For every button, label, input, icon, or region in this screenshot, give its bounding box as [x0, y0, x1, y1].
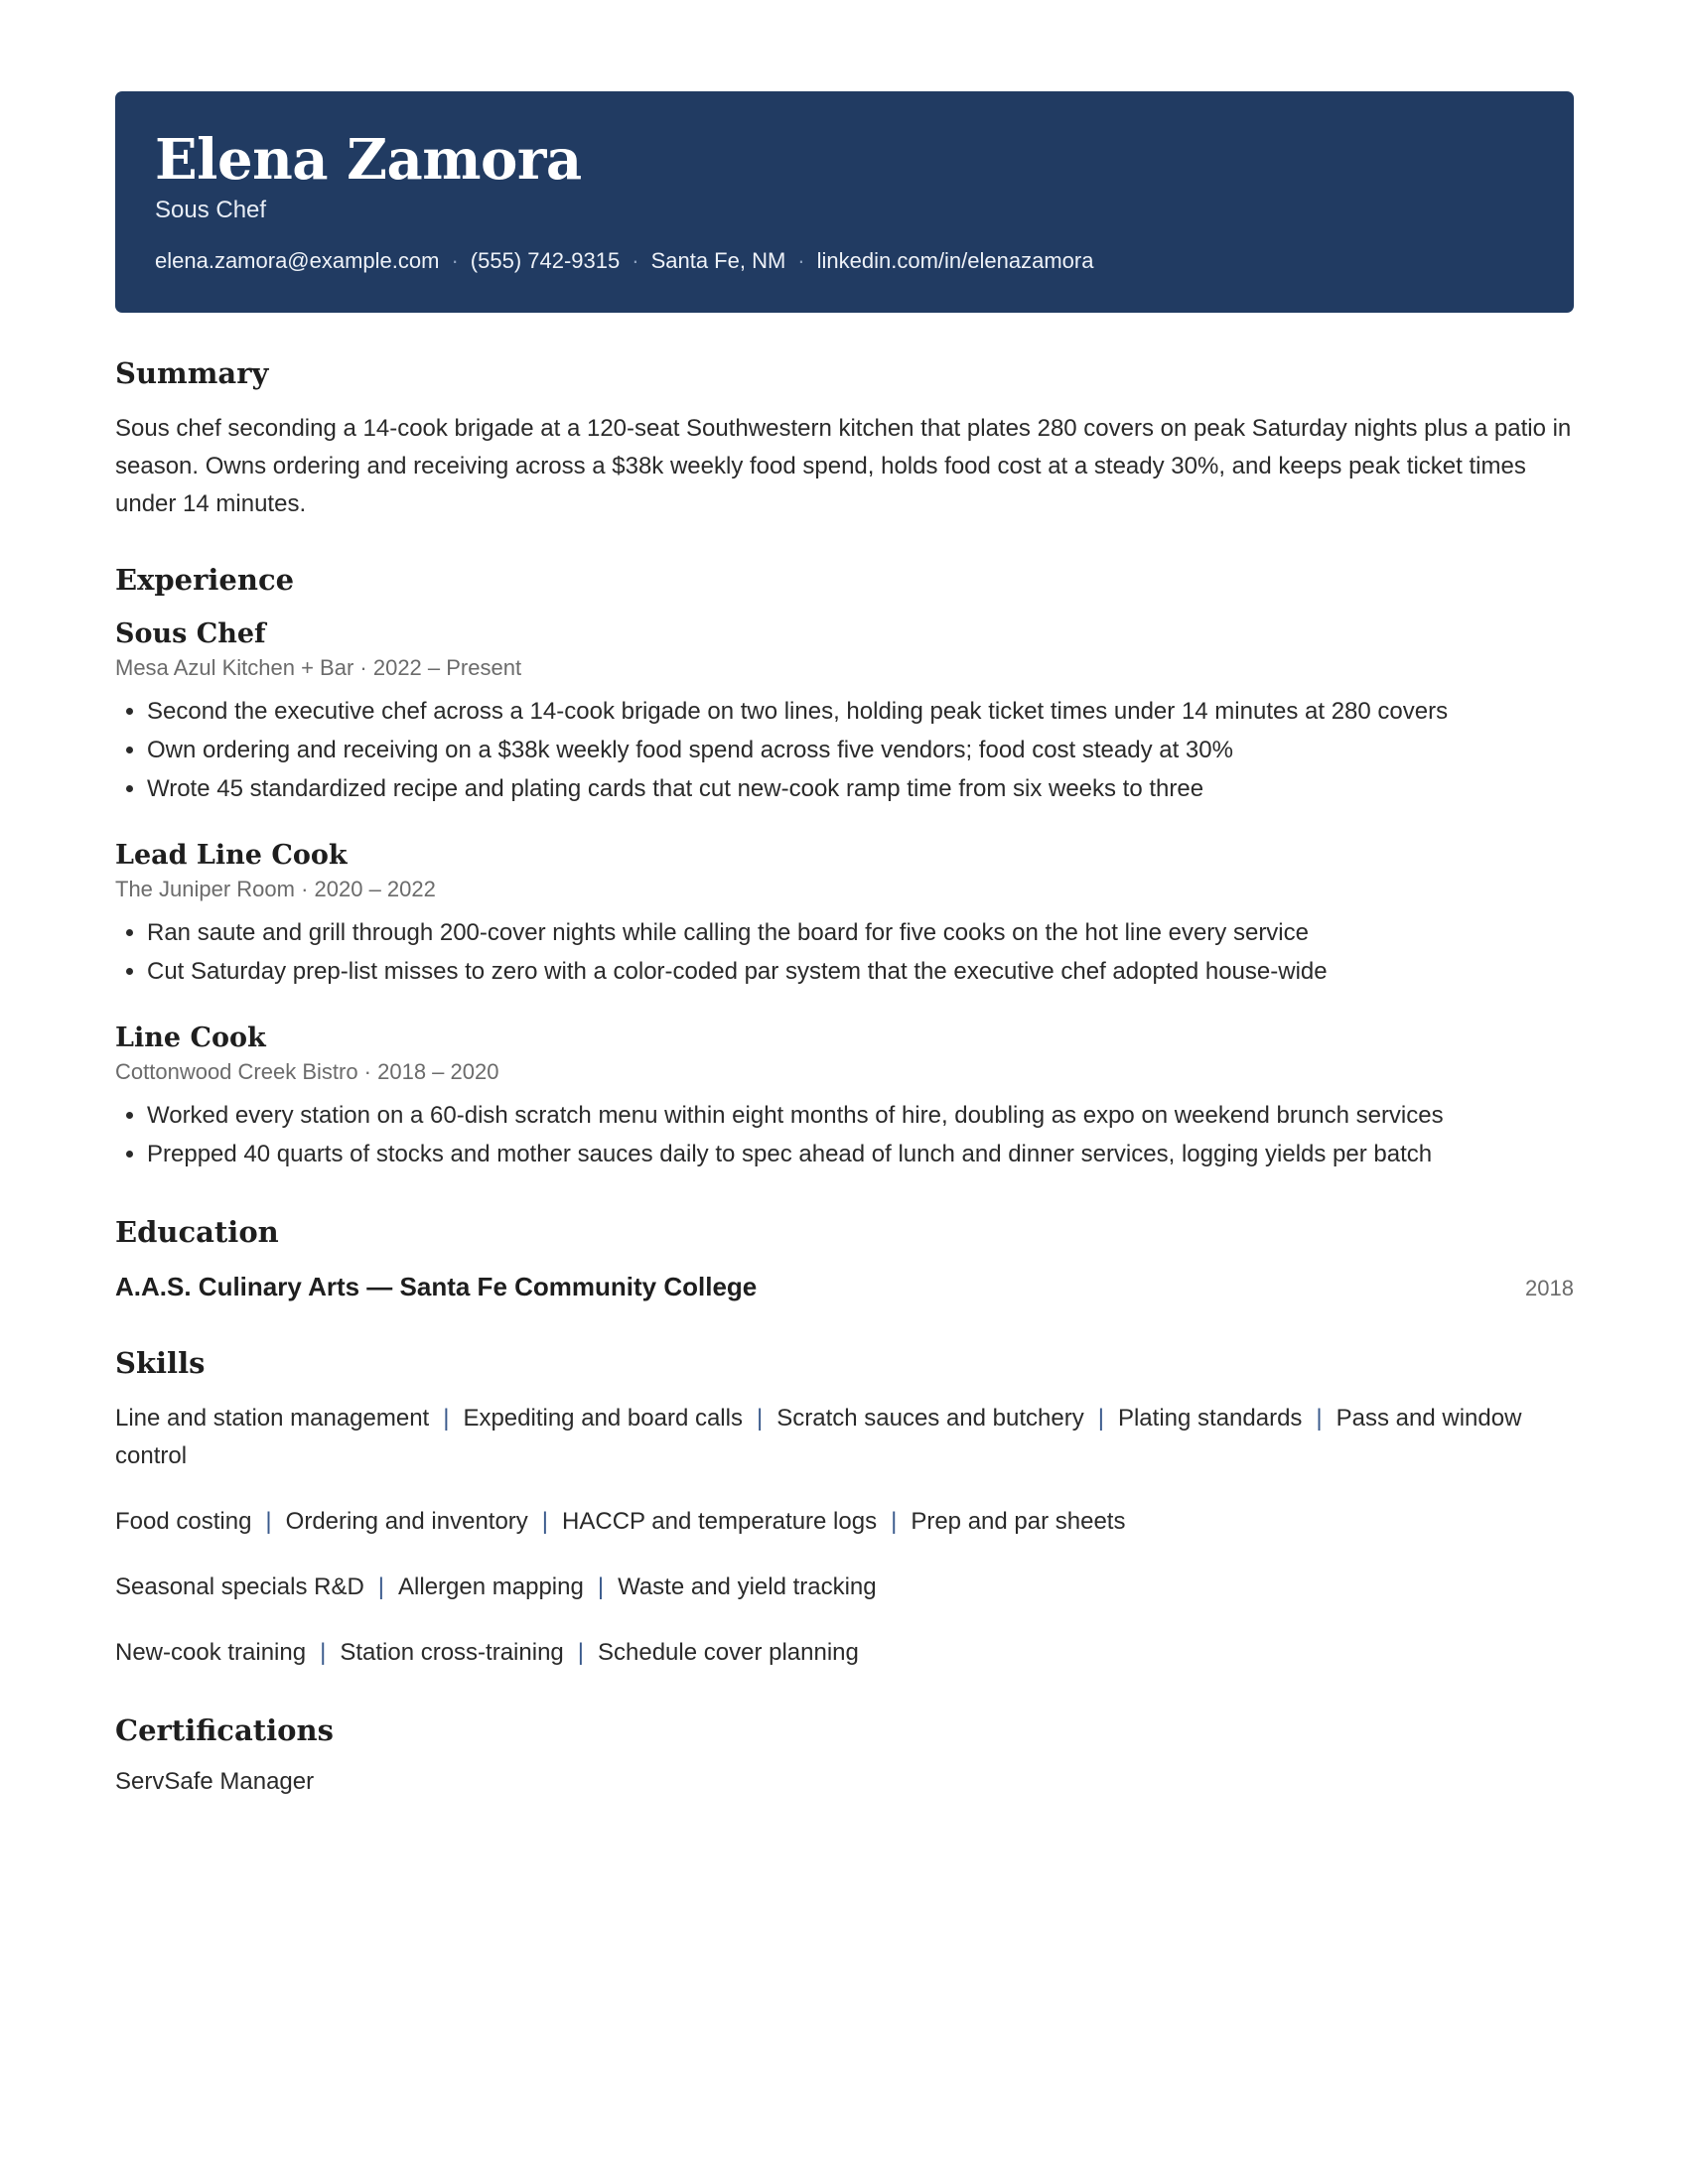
summary-section: [115, 354, 1574, 523]
education-section: [115, 1213, 1574, 1304]
skill-separator: |: [320, 1639, 327, 1666]
skill-item: Allergen mapping: [398, 1573, 584, 1600]
job-bullets: [115, 1096, 1574, 1173]
skill-separator: |: [443, 1405, 450, 1432]
skill-item: Scratch sauces and butchery: [776, 1405, 1084, 1432]
certification-item: ServSafe Manager: [115, 1768, 315, 1795]
skill-item: Line and station management: [115, 1405, 430, 1432]
candidate-name: Elena Zamora: [155, 127, 582, 193]
candidate-role: Sous Chef: [155, 197, 267, 223]
certifications-heading: Certifications: [115, 1713, 334, 1747]
job-meta: Mesa Azul Kitchen + Bar · 2022 – Present: [115, 655, 522, 680]
skill-separator: |: [577, 1639, 584, 1666]
skill-item: Pass and window control: [115, 1405, 1522, 1469]
resume-header: [115, 91, 1574, 313]
summary-heading: Summary: [115, 356, 269, 390]
skill-group: [115, 1634, 1574, 1672]
education-degree: A.A.S. Culinary Arts — Santa Fe Community College: [115, 1272, 758, 1301]
skill-group: [115, 1503, 1574, 1541]
job-bullet: • Cut Saturday prep-list misses to zero with a color-coded par system that the executive chef adopted house-wide: [147, 952, 1574, 991]
skill-separator: |: [891, 1508, 898, 1535]
skill-separator: |: [756, 1405, 764, 1432]
skill-separator: |: [1316, 1405, 1323, 1432]
job-title: Line Cook: [115, 1023, 266, 1053]
contact-separator: ·: [632, 248, 639, 273]
certifications-section: [115, 1711, 1574, 1801]
contact-location: Santa Fe, NM: [650, 248, 786, 273]
skill-separator: |: [597, 1573, 605, 1600]
job-entry: [115, 1021, 1574, 1173]
contact-email[interactable]: elena.zamora@example.com: [155, 248, 440, 273]
education-heading: Education: [115, 1215, 279, 1249]
job-meta: Cottonwood Creek Bistro · 2018 – 2020: [115, 1059, 499, 1084]
experience-heading: Experience: [115, 563, 295, 597]
resume-page: [115, 91, 1574, 1801]
skills-list: [115, 1400, 1574, 1672]
job-bullet: • Wrote 45 standardized recipe and plating cards that cut new-cook ramp time from six weeks to three: [147, 769, 1574, 808]
skill-item: New-cook training: [115, 1639, 307, 1666]
skill-item: Food costing: [115, 1508, 252, 1535]
skill-item: Ordering and inventory: [285, 1508, 528, 1535]
skill-group: [115, 1569, 1574, 1606]
skill-separator: |: [541, 1508, 549, 1535]
skill-item: Station cross-training: [340, 1639, 564, 1666]
contact-phone[interactable]: (555) 742-9315: [470, 248, 621, 273]
skill-separator: |: [1097, 1405, 1104, 1432]
job-bullets: [115, 692, 1574, 808]
skills-heading: Skills: [115, 1346, 206, 1380]
skill-item: Expediting and board calls: [463, 1405, 743, 1432]
skill-item: Plating standards: [1117, 1405, 1303, 1432]
job-entry: [115, 838, 1574, 991]
job-bullet: • Ran saute and grill through 200-cover nights while calling the board for five cooks on the hot line every service: [147, 913, 1574, 952]
skill-item: Waste and yield tracking: [618, 1573, 877, 1600]
skill-group: [115, 1400, 1574, 1475]
skill-separator: |: [377, 1573, 385, 1600]
contact-separator: ·: [451, 248, 459, 273]
job-bullet: • Worked every station on a 60-dish scratch menu within eight months of hire, doubling as expo on weekend brunch services: [147, 1096, 1574, 1135]
contact-separator: ·: [797, 248, 805, 273]
skill-separator: |: [265, 1508, 272, 1535]
job-entry: [115, 616, 1574, 808]
skill-item: Seasonal specials R&D: [115, 1573, 364, 1600]
experience-section: [115, 561, 1574, 1173]
job-title: Lead Line Cook: [115, 840, 348, 871]
job-bullet: • Own ordering and receiving on a $38k weekly food spend across five vendors; food cost steady at 30%: [147, 731, 1574, 769]
job-bullets: [115, 913, 1574, 991]
job-meta: The Juniper Room · 2020 – 2022: [115, 877, 436, 901]
job-title: Sous Chef: [115, 618, 266, 649]
job-bullet: • Prepped 40 quarts of stocks and mother sauces daily to spec ahead of lunch and dinner services, logging yields per batch: [147, 1135, 1574, 1173]
skills-section: [115, 1344, 1574, 1672]
contact-linkedin[interactable]: linkedin.com/in/elenazamora: [816, 248, 1094, 273]
job-bullet: • Second the executive chef across a 14-cook brigade on two lines, holding peak ticket times under 14 minutes at 280 covers: [147, 692, 1574, 731]
skill-item: Schedule cover planning: [598, 1639, 859, 1666]
skill-item: HACCP and temperature logs: [562, 1508, 878, 1535]
skill-item: Prep and par sheets: [911, 1508, 1126, 1535]
contact-line: [155, 246, 1534, 276]
education-year: 2018: [1525, 1276, 1574, 1300]
summary-text: Sous chef seconding a 14-cook brigade at a 120-seat Southwestern kitchen that plates 280 covers on peak Saturday nights plus a patio in season. Owns ordering and receiving across a $38k weekly food spend, holds food cost at a steady 30%, and keeps peak ticket times under 14 minutes.: [115, 415, 1572, 517]
education-entry: [115, 1269, 1574, 1304]
